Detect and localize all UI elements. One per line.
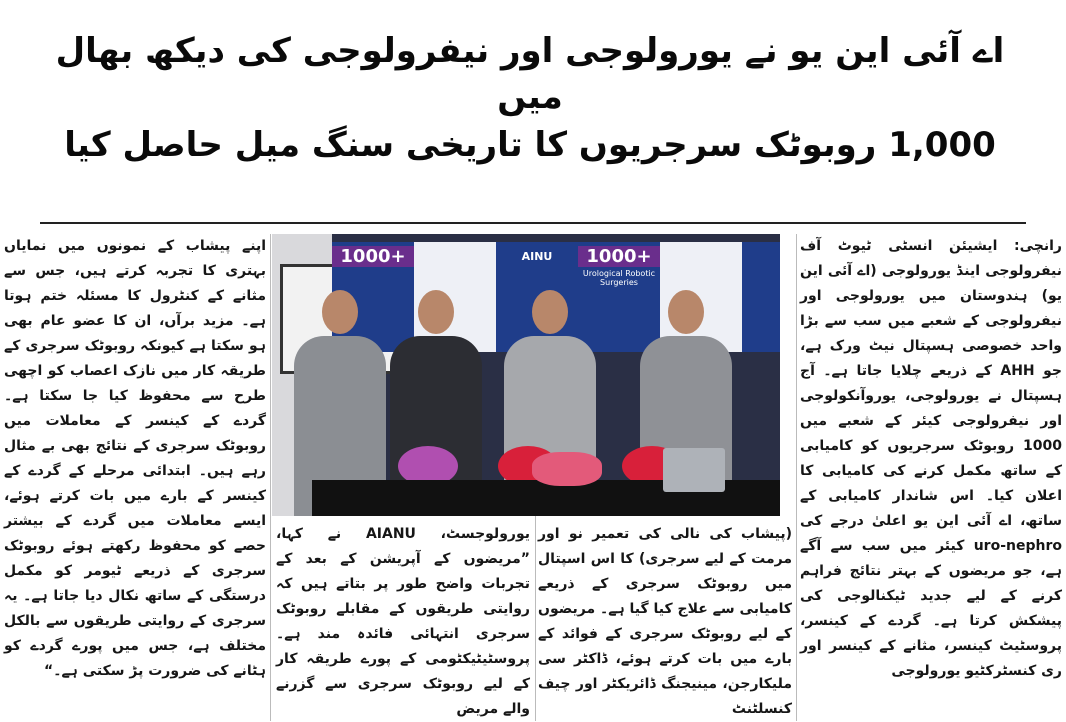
laptop bbox=[663, 448, 725, 492]
backdrop-brand: AINU bbox=[521, 250, 553, 263]
article-text: اپنے پیشاب کے نمونوں میں نمایاں بہتری کا تجربہ کرتے ہیں، جس سے مثانے کے کنٹرول کا مسئلہ ختم ہوتا ہے۔ مزید برآں، ان کا عضو عام بھی ہو سکتا ہے کیونکہ روبوٹک سرجری کے طریقہ کار میں نازک اعصاب کو اچھی طرح سے محفوظ کیا جا سکتا ہے۔ گردے کے کینسر کے معاملات میں روبوٹک سرجری کے نتائج بھی بے مثال رہے ہیں۔ ابتدائی مرحلے کے گردے کے کینسر کے بارے میں بات کرتے ہوئے، ایسے معاملات میں گردے کے بیشتر حصے کو محفوظ رکھتے ہوئے روبوٹک سرجری کے ذریعے ٹیومر کو مکمل درستگی کے ساتھ نکال دیا جاتا ہے۔ یہ سرجری کے روایتی طریقوں سے بالکل مختلف ہے، جس میں پورے گردے کو ہٹانے کی ضرورت پڑ سکتی ہے۔“ bbox=[4, 238, 266, 679]
photo-backdrop-panel bbox=[742, 242, 780, 352]
headline-line-2: 1,000 روبوٹک سرجریوں کا تاریخی سنگ میل حاصل کیا bbox=[64, 125, 996, 165]
backdrop-count: 1000+ bbox=[578, 246, 660, 267]
headline-rule bbox=[40, 222, 1026, 224]
headline-line-1: اے آئی این یو نے یورولوجی اور نیفرولوجی کی دیکھ بھال میں bbox=[55, 31, 1005, 117]
article-column-middle-right bbox=[538, 522, 792, 722]
backdrop-count: 1000+ bbox=[332, 246, 414, 267]
column-divider bbox=[270, 234, 271, 721]
article-column-right bbox=[800, 234, 1062, 684]
column-divider bbox=[796, 234, 797, 721]
article-column-left bbox=[4, 234, 266, 684]
event-photo bbox=[272, 234, 780, 516]
article-text: رانچی: ایشیئن انسٹی ٹیوٹ آف نیفرولوجی اینڈ یورولوجی (اے آئی این یو) ہندوستان میں یورولوجی اور نیفرولوجی کے شعبے میں سب سے بڑا واحد خصوصی ہسپتال نیٹ ورک ہے، جو AHH کے ذریعے چلایا جاتا ہے۔ آج ہسپتال نے یورولوجی، یوروآنکولوجی اور نیفرولوجی کیئر کے شعبے میں 1000 روبوٹک سرجریوں کو کامیابی کے ساتھ مکمل کرنے کی کامیابی کا اعلان کیا۔ اس شاندار کامیابی کے ساتھ، اے آئی این یو اعلیٰ درجے کی uro-nephro کیئر میں سب سے آگے ہے، جو مریضوں کے بہتر نتائج فراہم کرنے کے لیے جدید ٹیکنالوجی کی پیشکش کرتا ہے۔ گردے کے کینسر، پروسٹیٹ کینسر، مثانے کے کینسر اور ری کنسٹرکٹیو یورولوجی bbox=[800, 238, 1062, 679]
article-column-middle-left bbox=[276, 522, 530, 722]
flower-centerpiece bbox=[532, 452, 602, 486]
backdrop-caption: Urological Robotic Surgeries bbox=[582, 269, 656, 287]
article-text: (پیشاب کی نالی کی تعمیر نو اور مرمت کے لیے سرجری) کا اس اسپتال میں روبوٹک سرجری کے ذریعے کامیابی سے علاج کیا گیا ہے۔ مریضوں کے لیے روبوٹک سرجری کے فوائد کے بارے میں بات کرتے ہوئے، ڈاکٹر سی ملیکارجن، مینیجنگ ڈائریکٹر اور چیف کنسلٹنٹ bbox=[538, 526, 792, 717]
article-text: یورولوجسٹ، AIANU نے کہا، ”مریضوں کے آپریشن کے بعد کے تجربات واضح طور پر بتاتے ہیں کہ روایتی طریقوں کے مقابلے روبوٹک سرجری انتہائی فائدہ مند ہے۔ پروسٹیٹیکٹومی کے پورے طریقہ کار کے لیے روبوٹک سرجری سے گزرنے والے مریض bbox=[276, 526, 530, 717]
column-divider bbox=[535, 516, 536, 721]
